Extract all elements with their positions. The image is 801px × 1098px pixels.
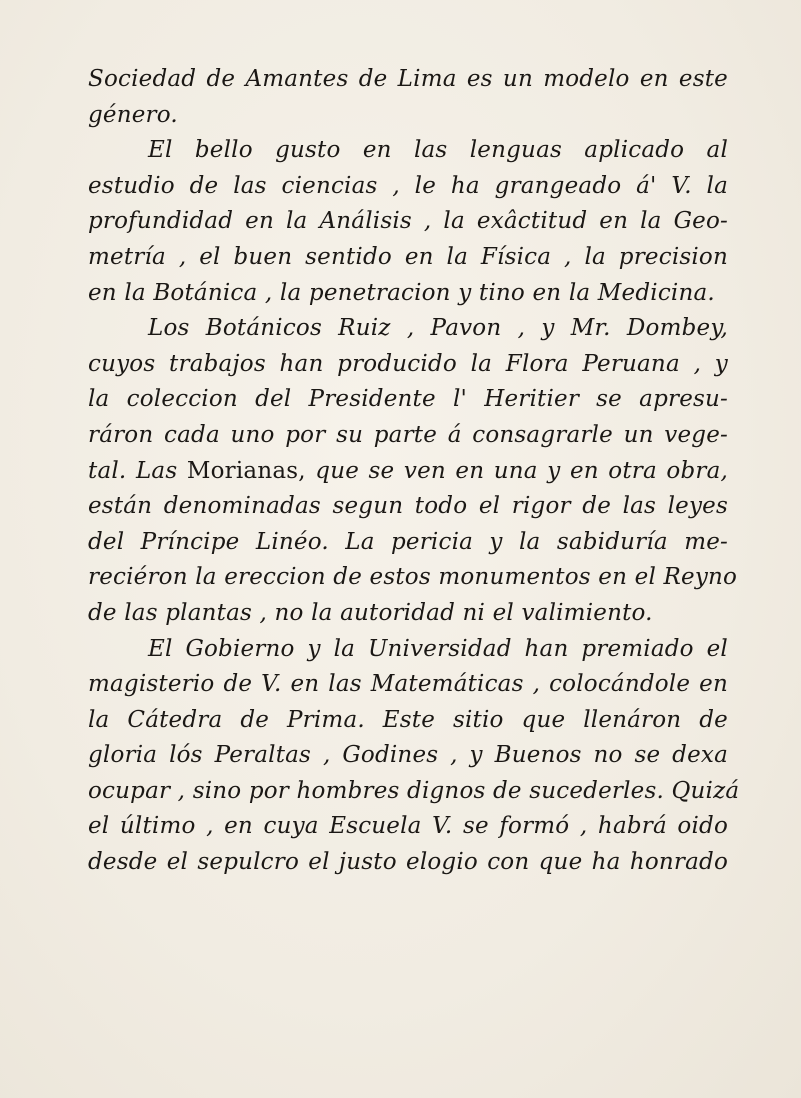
text-line: reciéron la ereccion de estos monumentos en el Reyno (88, 564, 738, 591)
text-line: Los Botánicos Ruiz , Pavon , y Mr. Dombey, (148, 315, 728, 342)
text-segment: tal. Las (88, 457, 187, 484)
text-line: el último , en cuya Escuela V. se formó , habrá oido (88, 813, 728, 840)
text-line: están denominadas segun todo el rigor de las leyes (88, 493, 728, 520)
text-line: magisterio de V. en las Matemáticas , colocándole en (88, 671, 728, 698)
text-line: la coleccion del Presidente l' Heritier se apresu- (88, 386, 728, 413)
text-line: en la Botánica , la penetracion y tino en la Medicina. (88, 279, 715, 306)
text-line: de las plantas , no la autoridad ni el valimiento. (88, 599, 653, 626)
text-line: la Cátedra de Prima. Este sitio que llenáron de (88, 706, 728, 733)
text-line: El Gobierno y la Universidad han premiado el (148, 635, 728, 662)
text-line: desde el sepulcro el justo elogio con que ha honrado (88, 849, 728, 876)
text-line: del Príncipe Linéo. La pericia y la sabiduría me- (88, 528, 728, 555)
text-line: ocupar , sino por hombres dignos de sucederles. Quizá (88, 777, 740, 804)
text-line: ráron cada uno por su parte á consagrarle un vege- (88, 421, 728, 448)
text-line: cuyos trabajos han producido la Flora Peruana , y (88, 350, 728, 377)
text-line: El bello gusto en las lenguas aplicado al (148, 137, 728, 164)
roman-text-segment: Morianas, (186, 457, 306, 484)
text-line (88, 454, 728, 490)
text-line: metría , el buen sentido en la Física , la precision (88, 243, 728, 270)
text-line: género. (88, 101, 178, 128)
text-line: estudio de las ciencias , le ha grangeado á' V. la (88, 172, 728, 199)
text-line: gloria lós Peraltas , Godines , y Buenos no se dexa (88, 742, 728, 769)
text-line: Sociedad de Amantes de Lima es un modelo en este (88, 66, 728, 92)
page-text (88, 62, 740, 881)
text-segment: que se ven en una y en otra obra, (305, 457, 728, 484)
text-line: profundidad en la Análisis , la exâctitud en la Geo- (88, 208, 728, 235)
